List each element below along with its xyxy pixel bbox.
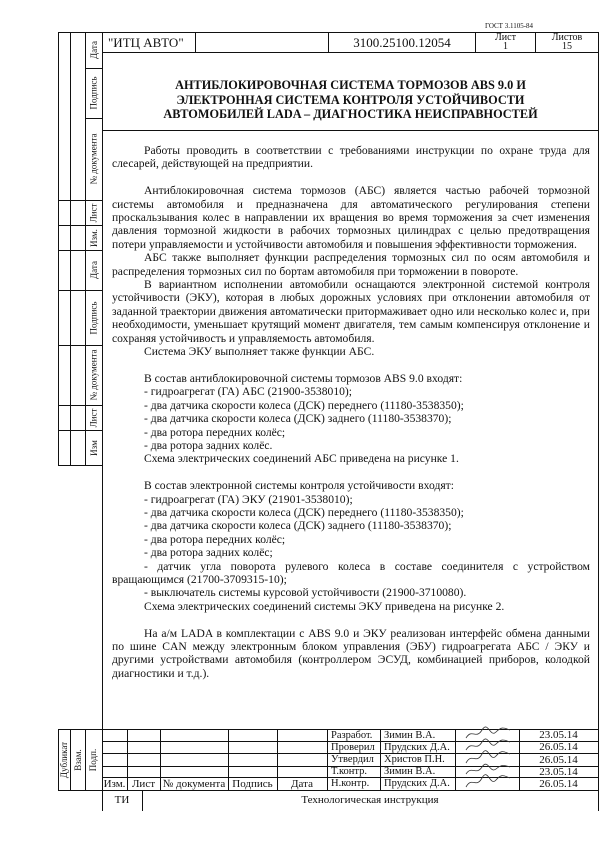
margin-label-text: Подпись — [88, 300, 99, 335]
margin-label-text: Изм. — [88, 228, 99, 247]
stamp-column-header: Изм. — [103, 777, 126, 790]
margin-label — [58, 729, 70, 790]
frame-line — [58, 200, 85, 201]
list-item: - гидроагрегат (ГА) ЭКУ (21901-3538010); — [144, 492, 353, 506]
signer-role: Т.контр. — [331, 766, 368, 777]
list-intro: В состав антиблокировочной системы тормозов ABS 9.0 входят: — [144, 371, 463, 385]
signer-role: Н.контр. — [331, 778, 370, 789]
list-item: - два датчика скорости колеса (ДСК) заднего (11180-3538370); — [144, 412, 452, 426]
signer-date: 23.05.14 — [539, 729, 578, 741]
frame-line — [102, 32, 103, 811]
margin-label-text: № документа — [88, 133, 99, 185]
margin-label-text: Дата — [88, 261, 99, 279]
margin-label — [85, 405, 102, 430]
signer-name: Христов П.Н. — [384, 754, 445, 765]
paragraph: Антиблокировочная система тормозов (АБС) является частью рабочей тормозной системы автомобиля и предназначена для автоматического регулирования степени проскальзывания колес в направлении их вращения во время торможения за счет изменения давления тормозной жидкости в рабочих тормозных цилиндрах с целью предотвращения потери управляемости и устойчивости автомобиля и повышения эффективности торможения. — [112, 184, 590, 251]
title-line: АНТИБЛОКИРОВОЧНАЯ СИСТЕМА ТОРМОЗОВ ABS 9.0 И — [175, 78, 526, 92]
list-item: - гидроагрегат (ГА) АБС (21900-3538010); — [144, 385, 353, 399]
sheets-label: Листов — [551, 32, 583, 43]
margin-label — [85, 290, 102, 345]
paragraph: АБС также выполняет функции распределения тормозных сил по осям автомобиля и распределения тормозных сил по бортам автомобиля при торможении в повороте. — [112, 251, 590, 278]
sheets-value: 15 — [562, 41, 572, 52]
list-item: - два датчика скорости колеса (ДСК) заднего (11180-3538370); — [144, 519, 452, 533]
list-item: - два ротора задних колёс; — [144, 546, 273, 560]
doc-number: 3100.25100.12054 — [353, 34, 451, 50]
list-item: - два ротора передних колёс; — [144, 425, 286, 439]
paragraph: В вариантном исполнении автомобили оснащаются электронной системой контроля устойчивости (ЭКУ), которая в любых дорожных условиях при отклонении автомобиля от заданной траектории движения автоматически притормаживает одно или несколько колес и, при необходимости, уменьшает крутящий момент двигателя, тем самым компенсируя отклонение и сохраняя устойчивость и управляемость автомобиля. — [112, 278, 590, 345]
frame-line — [102, 130, 599, 131]
list-item: - два ротора передних колёс; — [144, 532, 286, 546]
document-body — [112, 144, 590, 680]
list-item: - выключатель системы курсовой устойчивости (21900-3710080). — [144, 586, 467, 600]
frame-line — [598, 729, 599, 790]
margin-label-text: Дата — [88, 41, 99, 59]
margin-label — [85, 250, 102, 290]
margin-label-text: Подп. — [88, 748, 99, 771]
signer-name: Прудских Д.А. — [384, 741, 450, 753]
stamp-column-header: Лист — [131, 777, 156, 790]
paragraph: Схема электрических соединений АБС приведена на рисунке 1. — [144, 452, 459, 466]
frame-line — [58, 32, 59, 465]
doc-type: ТИ — [114, 794, 130, 806]
list-item: - два датчика скорости колеса (ДСК) переднего (11180-3538350); — [144, 398, 464, 412]
frame-line — [598, 32, 599, 811]
margin-label-text: Дубликат — [59, 741, 69, 778]
frame-line — [102, 52, 599, 53]
stamp-column-header: Подпись — [232, 777, 273, 790]
paragraph: На а/м LADA в комплектации с ABS 9.0 и ЭКУ реализован интерфейс обмена данными по шине CAN между электронным блоком управления (ЭБУ) гидроагрегата АБС / ЭКУ и другими устройствами автомобиля (контроллером ЭСУД, комбинацией приборов, колодкой диагностики и т.д.). — [112, 626, 590, 680]
margin-label — [85, 430, 102, 465]
stamp-column-header: № документа — [162, 777, 226, 790]
list-item: - датчик угла поворота рулевого колеса в составе соединителя с устройством вращающимся (21700-3709315-10); — [112, 559, 590, 586]
signer-role: Проверил — [331, 741, 375, 753]
margin-label-text: № документа — [88, 349, 99, 401]
margin-label — [85, 225, 102, 250]
signer-name: Зимин В.А. — [384, 766, 436, 777]
frame-line — [598, 790, 599, 811]
margin-label-text: Лист — [88, 203, 99, 222]
title-line: ЭЛЕКТРОННАЯ СИСТЕМА КОНТРОЛЯ УСТОЙЧИВОСТИ — [176, 92, 525, 107]
frame-line — [58, 790, 102, 791]
signer-date: 23.05.14 — [539, 765, 578, 778]
margin-label-text: Подпись — [88, 76, 99, 110]
margin-label — [85, 729, 102, 790]
margin-label — [85, 118, 102, 200]
margin-label — [85, 32, 102, 68]
frame-line — [58, 225, 85, 226]
margin-label-text: Лист — [88, 408, 99, 427]
margin-label-text: Взам. — [72, 748, 83, 771]
doc-type-name: Технологическая инструкция — [301, 794, 439, 806]
margin-label — [85, 68, 102, 118]
frame-line — [58, 465, 102, 466]
frame-line — [70, 32, 71, 465]
signer-date: 26.05.14 — [539, 777, 578, 790]
frame-line — [58, 430, 85, 431]
stamp-column-header: Дата — [291, 777, 313, 790]
signer-date: 26.05.14 — [539, 753, 578, 766]
standard-label: ГОСТ 3.1105-84 — [485, 22, 534, 30]
signer-role: Утвердил — [331, 754, 374, 765]
list-item: - два датчика скорости колеса (ДСК) переднего (11180-3538350); — [144, 505, 464, 519]
margin-label — [85, 345, 102, 405]
margin-label-text: Изм — [88, 439, 99, 456]
signer-name: Прудских Д.А. — [384, 778, 450, 789]
signer-role: Разработ. — [331, 729, 373, 741]
margin-label — [70, 729, 85, 790]
list-item: - два ротора задних колёс. — [144, 438, 273, 452]
signer-date: 26.05.14 — [539, 741, 578, 753]
organization-name: "ИТЦ АВТО" — [108, 34, 184, 50]
paragraph: Система ЭКУ выполняет также функции АБС. — [144, 345, 375, 359]
sheet-label: Лист — [495, 32, 516, 43]
signer-name: Зимин В.А. — [384, 729, 436, 741]
paragraph: Работы проводить в соответствии с требованиями инструкции по охране труда для слесарей, действующей на предприятии. — [112, 144, 590, 171]
paragraph: Схема электрических соединений системы ЭКУ приведена на рисунке 2. — [144, 599, 505, 613]
list-intro: В состав электронной системы контроля устойчивости входят: — [144, 479, 454, 493]
title-line: АВТОМОБИЛЕЙ LADA – ДИАГНОСТИКА НЕИСПРАВНОСТЕЙ — [163, 107, 538, 121]
sheets-cell — [536, 33, 598, 51]
frame-line — [58, 405, 85, 406]
sheet-cell — [476, 33, 535, 51]
document-title — [103, 78, 598, 122]
sheet-value: 1 — [503, 41, 508, 52]
margin-label — [85, 200, 102, 225]
